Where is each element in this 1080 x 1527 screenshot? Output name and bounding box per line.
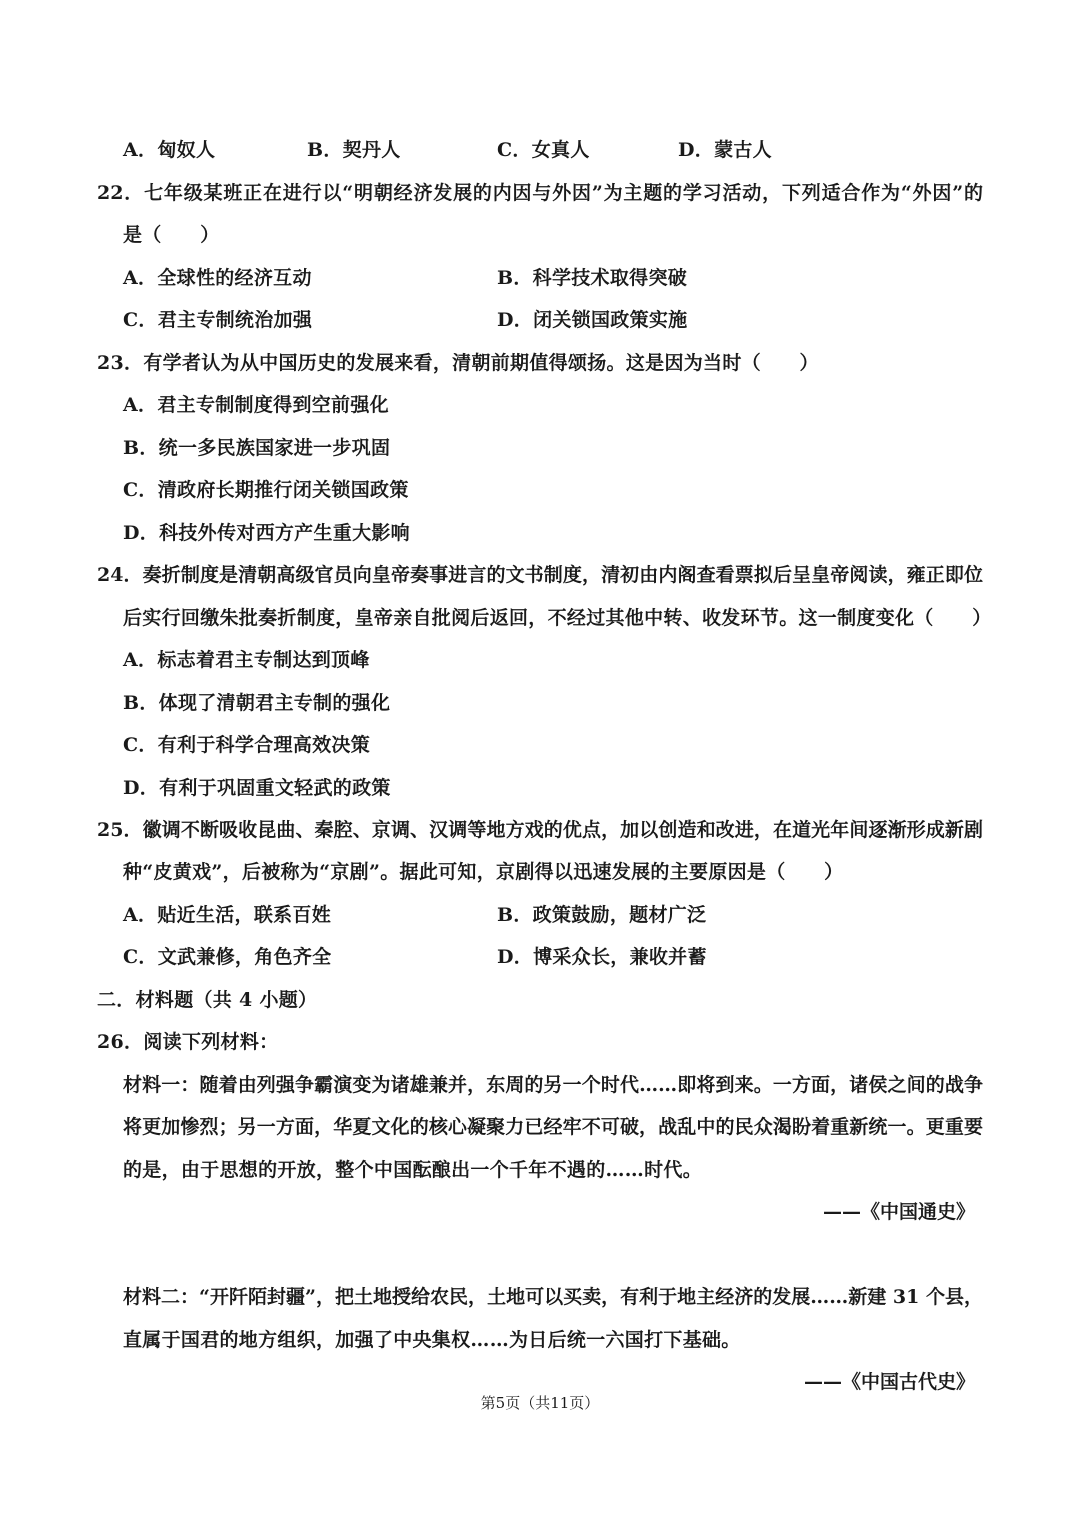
material2-source: ——《中国古代史》 bbox=[803, 1371, 975, 1393]
q24-stem-line2: 后实行回缴朱批奏折制度，皇帝亲自批阅后返回，不经过其他中转、收发环节。这一制度变化（ ） bbox=[123, 607, 992, 629]
q22-option-c: C．君主专制统治加强 bbox=[123, 309, 313, 331]
q23-option-a: A．君主专制制度得到空前强化 bbox=[123, 394, 389, 416]
material2-line1: 材料二：“开阡陌封疆”，把土地授给农民，土地可以买卖，有利于地主经济的发展……新建 31 个县， bbox=[123, 1286, 983, 1308]
q22-option-d: D．闭关锁国政策实施 bbox=[497, 309, 688, 331]
q25-stem-line1: 25．徽调不断吸收昆曲、秦腔、京调、汉调等地方戏的优点，加以创造和改进，在道光年间逐渐形成新剧 bbox=[97, 819, 983, 841]
material1-line3: 的是，由于思想的开放，整个中国酝酿出一个千年不遇的……时代。 bbox=[123, 1159, 703, 1181]
q25-option-c: C．文武兼修，角色齐全 bbox=[123, 946, 332, 968]
q25-option-a: A．贴近生活，联系百姓 bbox=[123, 904, 332, 926]
section-title: 二．材料题（共 4 小题） bbox=[97, 989, 318, 1011]
page-number: 第5页（共11页） bbox=[480, 1394, 600, 1412]
q21-option-a: A．匈奴人 bbox=[123, 139, 216, 161]
q24-option-b: B．体现了清朝君主专制的强化 bbox=[123, 692, 391, 714]
q24-option-d: D．有利于巩固重文轻武的政策 bbox=[123, 777, 391, 799]
q22-option-a: A．全球性的经济互动 bbox=[123, 267, 312, 289]
q21-option-b: B．契丹人 bbox=[307, 139, 401, 161]
q23-stem: 23．有学者认为从中国历史的发展来看，清朝前期值得颂扬。这是因为当时（ ） bbox=[97, 352, 819, 374]
q23-option-c: C．清政府长期推行闭关锁国政策 bbox=[123, 479, 409, 501]
q21-option-c: C．女真人 bbox=[497, 139, 590, 161]
material1-line2: 将更加惨烈；另一方面，华夏文化的核心凝聚力已经牢不可破，战乱中的民众渴盼着重新统一。更重要 bbox=[123, 1116, 983, 1138]
q24-stem-line1: 24．奏折制度是清朝高级官员向皇帝奏事进言的文书制度，清初由内阁查看票拟后呈皇帝阅读，雍正即位 bbox=[97, 564, 983, 586]
q22-option-b: B．科学技术取得突破 bbox=[497, 267, 688, 289]
q25-stem-line2: 种“皮黄戏”，后被称为“京剧”。据此可知，京剧得以迅速发展的主要原因是（ ） bbox=[123, 861, 844, 883]
material1-source: ——《中国通史》 bbox=[822, 1201, 975, 1223]
material2-line2: 直属于国君的地方组织，加强了中央集权……为日后统一六国打下基础。 bbox=[123, 1329, 741, 1351]
q24-option-c: C．有利于科学合理高效决策 bbox=[123, 734, 371, 756]
q23-option-d: D．科技外传对西方产生重大影响 bbox=[123, 522, 410, 544]
q21-option-d: D．蒙古人 bbox=[678, 139, 772, 161]
q26-stem: 26．阅读下列材料： bbox=[97, 1031, 279, 1053]
q25-option-b: B．政策鼓励，题材广泛 bbox=[497, 904, 707, 926]
q24-option-a: A．标志着君主专制达到顶峰 bbox=[123, 649, 370, 671]
material1-line1: 材料一：随着由列强争霸演变为诸雄兼并，东周的另一个时代……即将到来。一方面，诸侯之间的战争 bbox=[123, 1074, 983, 1096]
q22-stem-line2: 是（ ） bbox=[123, 224, 220, 246]
q25-option-d: D．博采众长，兼收并蓄 bbox=[497, 946, 707, 968]
q22-stem-line1: 22．七年级某班正在进行以“明朝经济发展的内因与外因”为主题的学习活动，下列适合作为“外因”的 bbox=[97, 182, 983, 204]
q23-option-b: B．统一多民族国家进一步巩固 bbox=[123, 437, 391, 459]
